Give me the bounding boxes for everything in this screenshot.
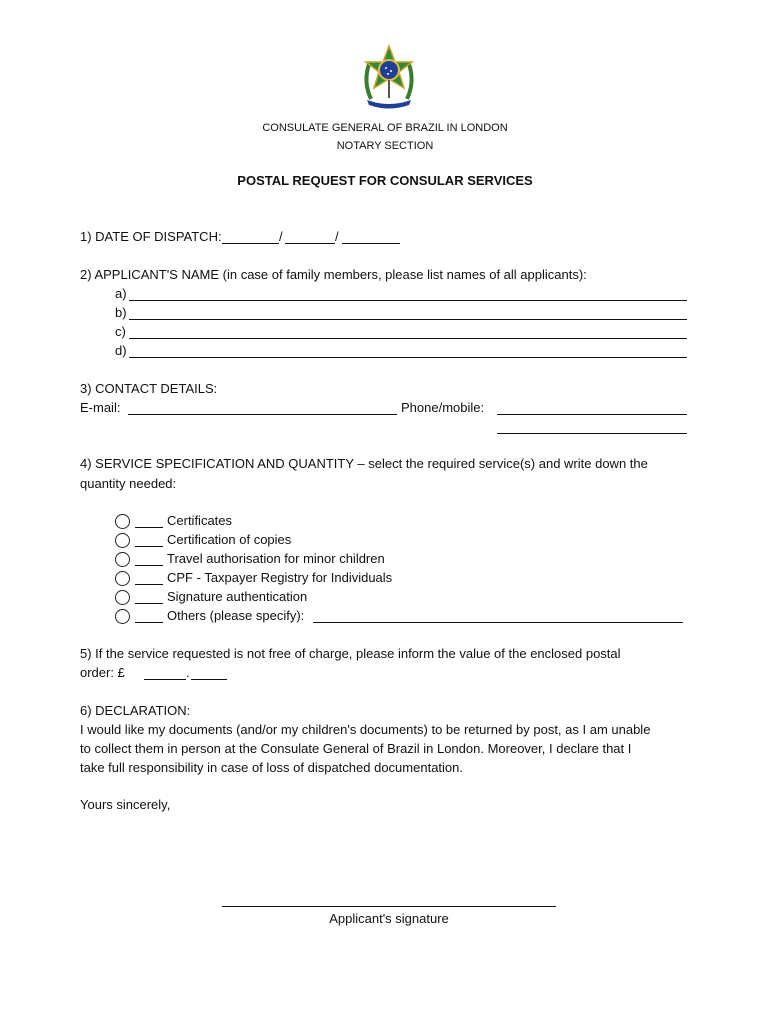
quantity-field[interactable] [135,622,163,623]
applicant-d-label: d) [115,343,127,358]
email-field[interactable] [128,414,397,415]
phone-field[interactable] [497,414,687,415]
applicant-c-label: c) [115,324,126,339]
form-title: POSTAL REQUEST FOR CONSULAR SERVICES [237,173,533,188]
service-label: Travel authorisation for minor children [167,551,385,566]
quantity-field[interactable] [135,584,163,585]
postal-order-pence-field[interactable] [191,679,227,680]
applicant-c-field[interactable] [129,338,687,339]
service-label: Certification of copies [167,532,292,547]
closing-salutation: Yours sincerely, [80,797,171,812]
decimal-point: . [186,665,190,680]
service-label: Others (please specify): [167,608,305,623]
postal-order-label: order: £ [80,665,125,680]
service-label: Signature authentication [167,589,308,604]
date-separator: / [279,229,283,244]
postal-order-pounds-field[interactable] [144,679,186,680]
phone-field-2[interactable] [497,433,687,434]
contact-details-label: 3) CONTACT DETAILS: [80,381,218,396]
applicant-a-field[interactable] [129,300,687,301]
date-of-dispatch-label: 1) DATE OF DISPATCH: [80,229,222,244]
phone-label: Phone/mobile: [401,400,485,415]
date-month-field[interactable] [285,243,335,244]
applicant-a-label: a) [115,286,127,301]
applicant-b-label: b) [115,305,127,320]
quantity-field[interactable] [135,546,163,547]
applicant-b-field[interactable] [129,319,687,320]
date-day-field[interactable] [222,243,279,244]
service-radio[interactable] [115,533,130,548]
signature-field[interactable] [222,906,556,907]
quantity-field[interactable] [135,527,163,528]
quantity-field[interactable] [135,603,163,604]
signature-label: Applicant's signature [329,911,449,926]
service-radio[interactable] [115,609,130,624]
service-radio[interactable] [115,552,130,567]
brazil-coat-of-arms-icon [359,44,419,110]
declaration-text: take full responsibility in case of loss of dispatched documentation. [80,760,463,775]
quantity-field[interactable] [135,565,163,566]
service-radio[interactable] [115,571,130,586]
service-label: CPF - Taxpayer Registry for Individuals [167,570,393,585]
applicant-name-label: 2) APPLICANT'S NAME (in case of family members, please list names of all applicants): [80,267,587,282]
service-spec-label: 4) SERVICE SPECIFICATION AND QUANTITY – select the required service(s) and write down the [80,456,648,471]
section-name: NOTARY SECTION [336,140,434,152]
email-label: E-mail: [80,400,121,415]
declaration-label: 6) DECLARATION: [80,703,191,718]
payment-label: 5) If the service requested is not free of charge, please inform the value of the enclosed postal [80,646,621,661]
others-specify-field[interactable] [313,622,683,623]
service-label: Certificates [167,513,233,528]
service-radio[interactable] [115,514,130,529]
applicant-d-field[interactable] [129,357,687,358]
service-radio[interactable] [115,590,130,605]
service-spec-label-cont: quantity needed: [80,476,177,491]
date-year-field[interactable] [342,243,400,244]
date-separator: / [335,229,339,244]
declaration-text: to collect them in person at the Consulate General of Brazil in London. Moreover, I declare that I [80,741,632,756]
consulate-name: CONSULATE GENERAL OF BRAZIL IN LONDON [262,122,508,134]
declaration-text: I would like my documents (and/or my children's documents) to be returned by post, as I am unable [80,722,651,737]
